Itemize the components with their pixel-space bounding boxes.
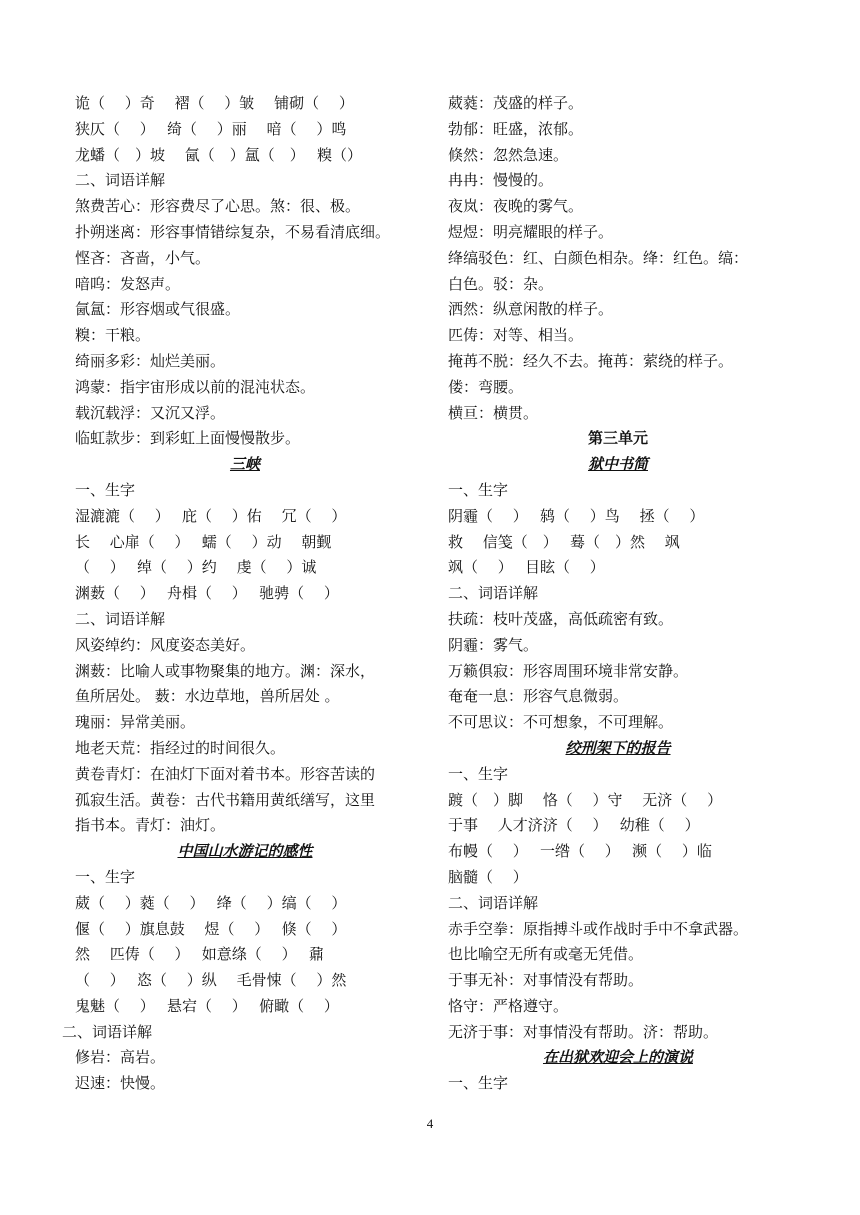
text-line: 载沉载浮：又沉又浮。	[75, 403, 226, 422]
text-line: 奄奄一息：形容气息微弱。	[448, 687, 629, 706]
text-line: 偻：弯腰。	[448, 377, 524, 396]
text-line: 氤氲：形容烟或气很盛。	[75, 300, 241, 319]
text-line: 煞费苦心：形容费尽了心思。煞：很、极。	[75, 197, 361, 216]
text-line: 一、生字	[75, 867, 136, 886]
text-line: 喑呜：发怒声。	[75, 274, 181, 293]
text-line: 不可思议：不可想象，不可理解。	[448, 713, 674, 732]
text-line: 一、生字	[75, 480, 136, 499]
text-line: 一、生字	[448, 764, 509, 783]
text-line: 风姿绰约：风度姿态美好。	[75, 635, 256, 654]
text-line: 悭吝：吝啬，小气。	[75, 248, 211, 267]
text-line: 洒然：纵意闲散的样子。	[448, 300, 614, 319]
text-line: 匹俦：对等、相当。	[448, 326, 584, 345]
text-line: 二、词语详解	[75, 171, 166, 190]
text-line: 掩苒不脱：经久不去。掩苒：萦绕的样子。	[448, 351, 734, 370]
text-line: 倏然：忽然急速。	[448, 145, 569, 164]
text-line: 鬼魅（ ） 悬宕（ ） 俯瞰（ ）	[75, 996, 339, 1015]
text-line: 长 心扉（ ） 蠕（ ）动 朝觐	[75, 532, 332, 551]
text-line: 诡（ ）奇 褶（ ）皱 铺砌（ ）	[75, 94, 354, 112]
text-line: 指书本。青灯：油灯。	[75, 816, 226, 835]
text-line: 二、词语详解	[62, 1022, 153, 1041]
text-line: 迟速：快慢。	[75, 1074, 166, 1093]
text-line: 勃郁：旺盛，浓郁。	[448, 119, 584, 138]
text-line: 一、生字	[448, 1074, 509, 1093]
text-line: 地老天荒：指经过的时间很久。	[75, 738, 286, 757]
text-line: 鸿蒙：指宇宙形成以前的混沌状态。	[75, 377, 316, 396]
text-line: 横亘：横贯。	[448, 403, 539, 422]
text-line: 湿漉漉（ ） 庇（ ）佑 冗（ ）	[75, 506, 347, 525]
text-line: 绮丽多彩：灿烂美丽。	[75, 351, 226, 370]
text-line: 煜煜：明亮耀眼的样子。	[448, 222, 614, 241]
text-line: 白色。驳：杂。	[448, 274, 554, 293]
text-line: （ ） 恣（ ）纵 毛骨悚（ ）然	[75, 971, 347, 990]
text-line: 扶疏：枝叶茂盛，高低疏密有致。	[448, 609, 674, 628]
section-title: 狱中书简	[587, 455, 648, 474]
text-line: 葳蕤：茂盛的样子。	[448, 94, 584, 112]
text-line: 然 匹俦（ ） 如意绦（ ） 鼐	[75, 945, 324, 964]
text-line: 也比喻空无所有或毫无凭借。	[448, 945, 644, 964]
text-line: 救 信笺（ ） 蓦（ ）然 飒	[448, 532, 680, 551]
text-line: 瑰丽：异常美丽。	[75, 713, 196, 732]
text-line: 葳（ ）蕤（ ） 绛（ ）缟（ ）	[75, 893, 347, 912]
text-line: 渊薮（ ） 舟楫（ ） 驰骋（ ）	[75, 584, 339, 603]
page-number: 4	[426, 1116, 434, 1131]
text-line: 绛缟驳色：红、白颜色相杂。绛：红色。缟：	[448, 248, 749, 267]
text-line: 于事无补：对事情没有帮助。	[448, 971, 644, 990]
section-title: 绞刑架下的报告	[565, 738, 671, 757]
text-line: 二、词语详解	[75, 609, 166, 628]
left-column	[62, 91, 415, 1097]
unit-heading: 第三单元	[587, 429, 648, 448]
section-title: 三峡	[229, 455, 260, 474]
text-line: 无济于事：对事情没有帮助。济：帮助。	[448, 1022, 719, 1041]
text-line: 孤寂生活。黄卷：古代书籍用黄纸缮写，这里	[75, 790, 376, 809]
text-line: 布幔（ ） 一绺（ ） 濒（ ）临	[448, 842, 712, 861]
text-line: 偃（ ）旗息鼓 煜（ ） 倏（ ）	[75, 919, 347, 938]
text-line: 扑朔迷离：形容事情错综复杂，不易看清底细。	[75, 222, 391, 241]
text-line: 修岩：高岩。	[75, 1048, 166, 1067]
text-line: 赤手空拳：原指搏斗或作战时手中不拿武器。	[448, 919, 749, 938]
text-line: 阴霾（ ） 鸫（ ）鸟 拯（ ）	[448, 506, 705, 525]
section-title: 中国山水游记的感性	[177, 842, 313, 861]
text-line: 临虹款步：到彩虹上面慢慢散步。	[75, 429, 301, 448]
text-line: 飒（ ） 目眩（ ）	[448, 558, 605, 577]
text-line: 糗：干粮。	[75, 326, 151, 345]
text-line: 夜岚：夜晚的雾气。	[448, 197, 584, 216]
text-line: 恪守：严格遵守。	[448, 996, 569, 1015]
text-line: 冉冉：慢慢的。	[448, 171, 554, 190]
text-line: 龙蟠（ ）坡 氤（ ）氲（ ） 糗（）	[75, 145, 363, 164]
right-column	[448, 91, 788, 1097]
text-line: 一、生字	[448, 480, 509, 499]
text-line: 阴霾：雾气。	[448, 635, 539, 654]
text-line: 二、词语详解	[448, 893, 539, 912]
text-line: 二、词语详解	[448, 584, 539, 603]
text-line: 万籁俱寂：形容周围环境非常安静。	[448, 661, 689, 680]
text-line: 渊薮：比喻人或事物聚集的地方。渊：深水，	[75, 661, 376, 680]
section-title: 在出狱欢迎会上的演说	[542, 1048, 693, 1067]
text-line: 脑髓（ ）	[448, 867, 528, 886]
text-line: 狭仄（ ） 绮（ ）丽 喑（ ）鸣	[75, 119, 347, 138]
text-line: 黄卷青灯：在油灯下面对着书本。形容苦读的	[75, 764, 376, 783]
text-line: 踱（ ）脚 恪（ ）守 无济（ ）	[448, 790, 723, 809]
text-line: （ ） 绰（ ）约 虔（ ）诚	[75, 558, 317, 577]
text-line: 鱼所居处。 薮：水边草地，兽所居处 。	[75, 687, 340, 706]
text-line: 于事 人才济济（ ） 幼稚（ ）	[448, 816, 700, 835]
